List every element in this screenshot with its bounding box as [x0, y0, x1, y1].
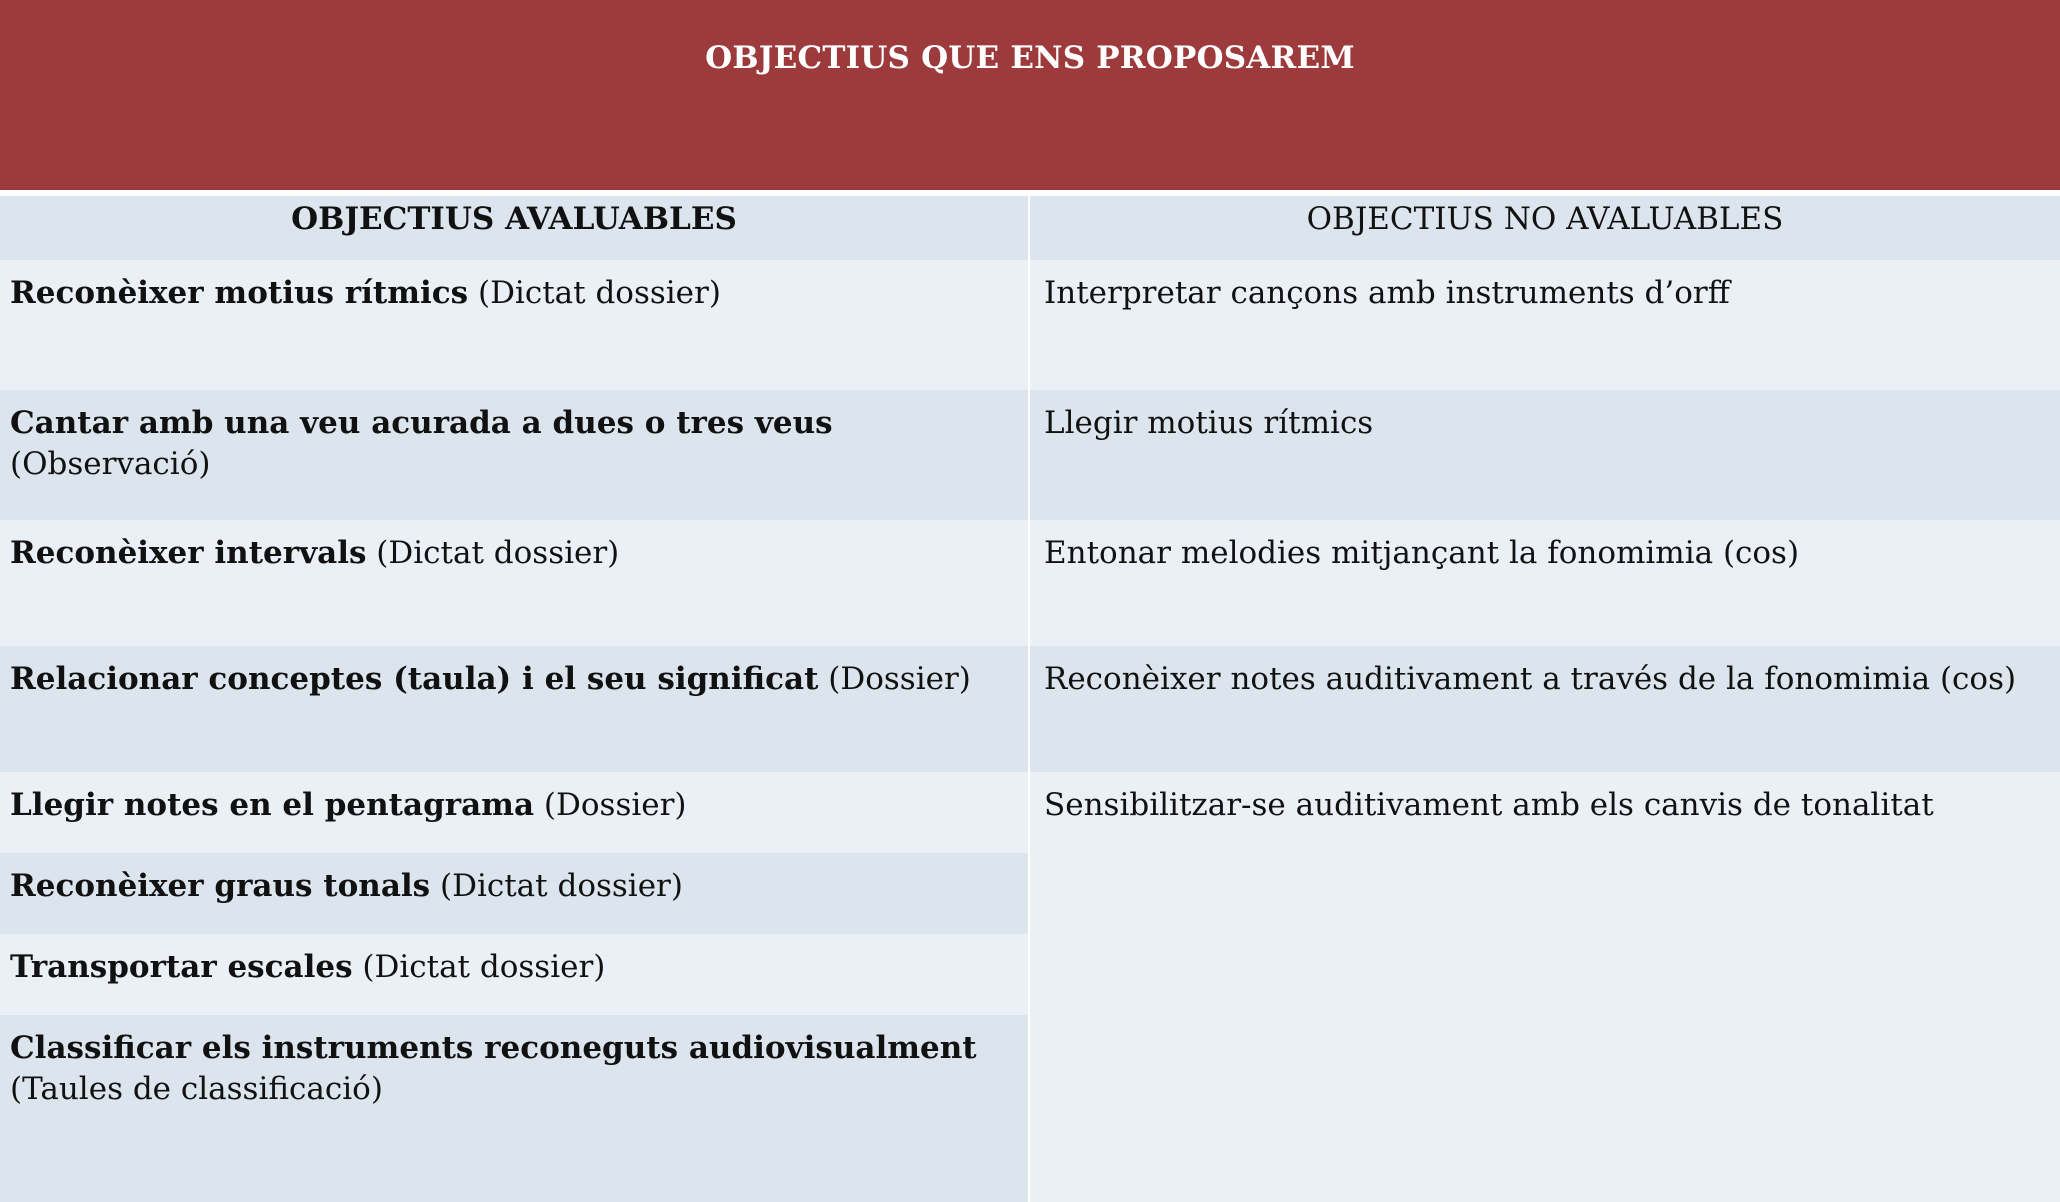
- objective-text: Sensibilitzar-se auditivament amb els canvis de tonalitat: [1044, 787, 1934, 823]
- table-row: [1030, 520, 2060, 646]
- column-separator: [1028, 196, 1030, 1202]
- table-row: [0, 772, 1028, 853]
- objective-text: Llegir motius rítmics: [1044, 405, 1374, 441]
- table-row: [0, 853, 1028, 934]
- objective-text: Interpretar cançons amb instruments d’orff: [1044, 275, 1730, 311]
- table-row: [1030, 646, 2060, 772]
- evaluation-method: (Dictat dossier): [440, 868, 683, 904]
- table-row: [1030, 772, 2060, 1202]
- table-row: [0, 646, 1028, 772]
- objective-text: Reconèixer intervals: [10, 535, 367, 571]
- header-banner: [0, 0, 2060, 190]
- objective-text: Relacionar conceptes (taula) i el seu significat: [10, 661, 819, 697]
- objective-text: Reconèixer motius rítmics: [10, 275, 469, 311]
- table-row: [0, 1015, 1028, 1202]
- evaluation-method: (Taules de classificació): [10, 1071, 383, 1107]
- evaluation-method: (Dossier): [543, 787, 687, 823]
- page-title: OBJECTIUS QUE ENS PROPOSAREM: [705, 40, 1355, 76]
- evaluation-method: (Dictat dossier): [362, 949, 606, 985]
- table-row: [0, 390, 1028, 520]
- objective-text: Entonar melodies mitjançant la fonomimia (cos): [1044, 535, 1800, 571]
- table-row: [1030, 390, 2060, 520]
- column-header-avaluables: OBJECTIUS AVALUABLES: [0, 196, 1028, 260]
- objective-text: Cantar amb una veu acurada a dues o tres veus: [10, 405, 833, 441]
- objectives-table: [0, 196, 2060, 1202]
- objective-text: Llegir notes en el pentagrama: [10, 787, 535, 823]
- evaluation-method: (Dictat dossier): [376, 535, 620, 571]
- table-row: [0, 520, 1028, 646]
- table-row: [0, 934, 1028, 1015]
- objective-text: Transportar escales: [10, 949, 353, 985]
- evaluation-method: (Observació): [10, 446, 211, 482]
- table-row: [1030, 260, 2060, 390]
- objective-text: Classificar els instruments reconeguts audiovisualment: [10, 1030, 977, 1066]
- table-row: [0, 260, 1028, 390]
- column-header-no-avaluables: OBJECTIUS NO AVALUABLES: [1030, 196, 2060, 260]
- objective-text: Reconèixer notes auditivament a través de la fonomimia (cos): [1044, 661, 2017, 697]
- evaluation-method: (Dictat dossier): [477, 275, 721, 311]
- objective-text: Reconèixer graus tonals: [10, 868, 431, 904]
- evaluation-method: (Dossier): [828, 661, 971, 697]
